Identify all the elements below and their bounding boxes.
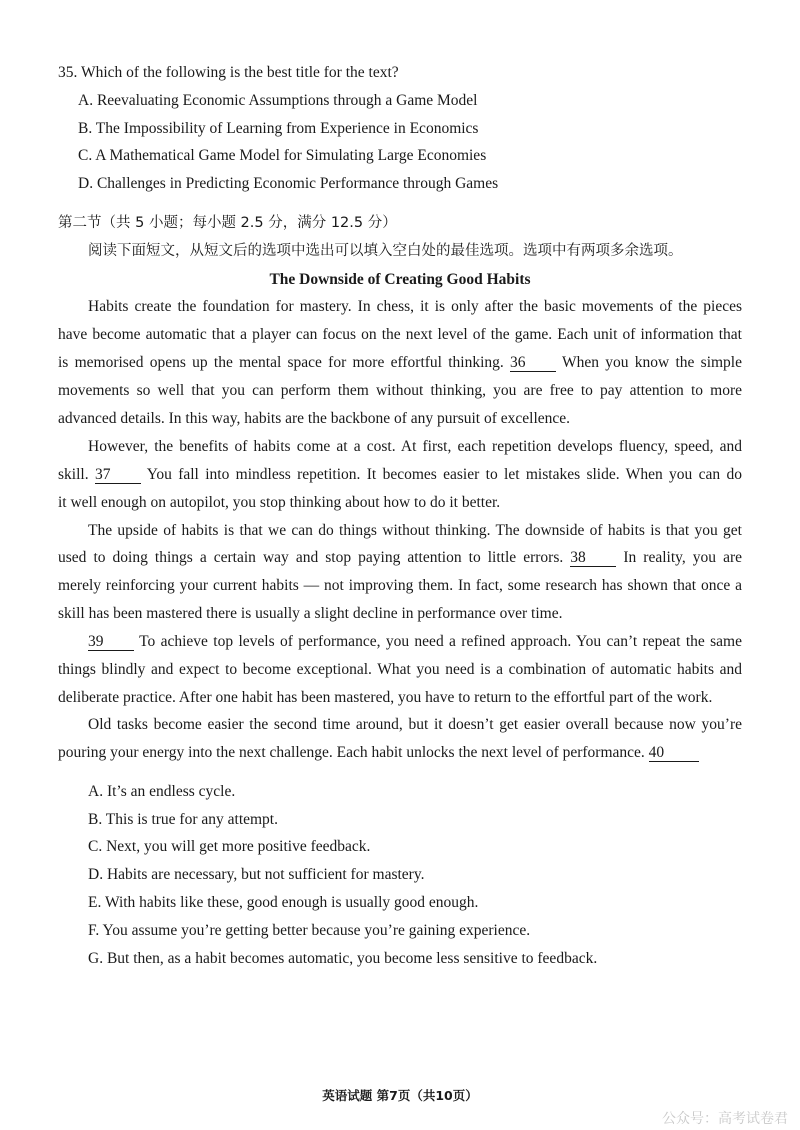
passage-line: skill has been mastered there is usually a slight decline in performance over time.	[58, 605, 563, 622]
page-footer: 英语试题 第7页（共10页）	[322, 1088, 478, 1103]
choice-g: G. But then, as a habit becomes automatic, you become less sensitive to feedback.	[88, 950, 598, 967]
choice-a: A. It’s an endless cycle.	[88, 783, 236, 800]
question-35-stem: 35. Which of the following is the best title for the text?	[58, 64, 399, 81]
blank-37: 37	[95, 466, 141, 484]
passage-line: The upside of habits is that we can do things without thinking. The downside of habits is that you get	[88, 522, 742, 539]
choice-c: C. Next, you will get more positive feedback.	[88, 838, 371, 855]
passage-line: advanced details. In this way, habits are the backbone of any pursuit of excellence.	[58, 410, 571, 427]
passage-line: movements so well that you can perform them without thinking, you are free to pay attention to more	[58, 382, 742, 399]
choice-f: F. You assume you’re getting better because you’re gaining experience.	[88, 922, 531, 939]
choice-b: B. This is true for any attempt.	[88, 811, 278, 828]
blank-39: 39	[88, 633, 134, 651]
passage-line: Habits create the foundation for mastery. In chess, it is only after the basic movements of the pieces	[88, 298, 742, 315]
passage-text: To achieve top levels of performance, you need a refined approach. You can’t repeat the same	[139, 633, 742, 650]
passage-line: However, the benefits of habits come at a cost. At first, each repetition develops fluency, speed, and	[88, 438, 742, 455]
choice-e: E. With habits like these, good enough is usually good enough.	[88, 894, 479, 911]
passage-line: have become automatic that a player can focus on the next level of the game. Each unit of information that	[58, 326, 742, 343]
passage-text: You fall into mindless repetition. It becomes easier to let mistakes slide. When you can do	[146, 466, 743, 483]
passage-line: things blindly and expect to become exceptional. What you need is a combination of automatic habits and	[58, 661, 742, 678]
watermark: 公众号：高考试卷君	[662, 1111, 788, 1127]
passage-text: used to doing things a certain way and stop paying attention to little errors.	[58, 549, 564, 566]
passage-line	[88, 632, 742, 652]
passage-line: it well enough on autopilot, you stop thinking about how to do it better.	[58, 494, 501, 511]
passage-text: When you know the simple	[562, 354, 742, 371]
passage-title: The Downside of Creating Good Habits	[269, 271, 531, 288]
passage-text: In reality, you are	[623, 549, 742, 566]
passage-line	[58, 548, 742, 568]
passage-line	[58, 353, 742, 373]
blank-40: 40	[649, 744, 699, 762]
question-35-option-b: B. The Impossibility of Learning from Experience in Economics	[78, 120, 479, 137]
question-35-option-a: A. Reevaluating Economic Assumptions through a Game Model	[78, 92, 478, 109]
passage-line: deliberate practice. After one habit has been mastered, you have to return to the effortful part of the work.	[58, 689, 713, 706]
passage-text: skill.	[58, 466, 89, 483]
passage-line: Old tasks become easier the second time around, but it doesn’t get easier overall because now you’re	[88, 716, 742, 733]
passage-line	[58, 465, 742, 485]
section-instruction: 阅读下面短文，从短文后的选项中选出可以填入空白处的最佳选项。选项中有两项多余选项。	[88, 243, 683, 259]
blank-36: 36	[510, 354, 556, 372]
blank-38: 38	[570, 549, 616, 567]
passage-text: pouring your energy into the next challenge. Each habit unlocks the next level of performance.	[58, 744, 645, 761]
question-35-option-d: D. Challenges in Predicting Economic Performance through Games	[78, 175, 499, 192]
passage-line	[58, 743, 742, 763]
passage-text: is memorised opens up the mental space for more effortful thinking.	[58, 354, 504, 371]
question-35-option-c: C. A Mathematical Game Model for Simulating Large Economies	[78, 147, 487, 164]
section-heading: 第二节（共 5 小题；每小题 2.5 分，满分 12.5 分）	[58, 215, 397, 231]
passage-line: merely reinforcing your current habits — not improving them. In fact, some research has shown that once a	[58, 577, 742, 594]
choice-d: D. Habits are necessary, but not sufficient for mastery.	[88, 866, 425, 883]
